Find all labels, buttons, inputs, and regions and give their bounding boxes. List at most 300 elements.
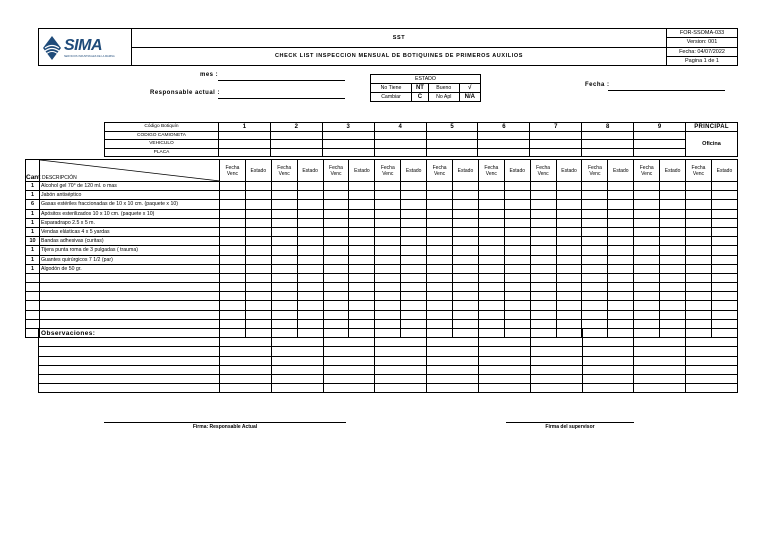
observaciones-cell[interactable]	[375, 329, 427, 338]
item-check-cell[interactable]	[245, 264, 271, 273]
codes-cell[interactable]	[634, 131, 686, 140]
item-check-cell[interactable]	[608, 283, 634, 292]
item-check-cell[interactable]	[608, 218, 634, 227]
item-check-cell[interactable]	[220, 191, 246, 200]
item-check-cell[interactable]	[660, 182, 686, 191]
item-check-cell[interactable]	[427, 246, 453, 255]
item-check-cell[interactable]	[453, 264, 479, 273]
item-check-cell[interactable]	[686, 191, 712, 200]
item-check-cell[interactable]	[427, 209, 453, 218]
observaciones-cell[interactable]	[323, 329, 375, 338]
item-check-cell[interactable]	[220, 246, 246, 255]
observaciones-cell[interactable]	[634, 329, 686, 338]
observaciones-cell[interactable]	[582, 365, 634, 374]
observaciones-cell[interactable]	[427, 356, 479, 365]
item-check-cell[interactable]	[220, 209, 246, 218]
item-check-cell[interactable]	[427, 292, 453, 301]
item-check-cell[interactable]	[453, 182, 479, 191]
observaciones-cell[interactable]	[686, 384, 738, 393]
item-check-cell[interactable]	[453, 237, 479, 246]
item-check-cell[interactable]	[504, 218, 530, 227]
observaciones-cell[interactable]	[478, 374, 530, 383]
item-check-cell[interactable]	[582, 227, 608, 236]
observaciones-cell[interactable]	[478, 365, 530, 374]
observaciones-cell[interactable]	[271, 384, 323, 393]
item-check-cell[interactable]	[271, 237, 297, 246]
codes-cell[interactable]	[270, 131, 322, 140]
item-check-cell[interactable]	[478, 182, 504, 191]
observaciones-cell[interactable]	[582, 329, 634, 338]
observaciones-cell[interactable]	[220, 329, 272, 338]
item-check-cell[interactable]	[608, 264, 634, 273]
observaciones-cell[interactable]	[634, 356, 686, 365]
item-check-cell[interactable]	[530, 264, 556, 273]
item-check-cell[interactable]	[245, 292, 271, 301]
item-check-cell[interactable]	[453, 209, 479, 218]
item-check-cell[interactable]	[530, 255, 556, 264]
item-check-cell[interactable]	[245, 273, 271, 282]
item-check-cell[interactable]	[375, 246, 401, 255]
signature-line-supervisor[interactable]	[506, 422, 634, 423]
item-check-cell[interactable]	[297, 246, 323, 255]
item-check-cell[interactable]	[478, 292, 504, 301]
item-check-cell[interactable]	[556, 283, 582, 292]
observaciones-cell[interactable]	[323, 365, 375, 374]
item-check-cell[interactable]	[711, 301, 737, 310]
item-check-cell[interactable]	[530, 200, 556, 209]
item-check-cell[interactable]	[271, 255, 297, 264]
item-check-cell[interactable]	[349, 310, 375, 319]
item-check-cell[interactable]	[634, 237, 660, 246]
item-check-cell[interactable]	[271, 191, 297, 200]
item-check-cell[interactable]	[401, 292, 427, 301]
codes-cell[interactable]	[374, 148, 426, 157]
item-check-cell[interactable]	[660, 237, 686, 246]
item-check-cell[interactable]	[427, 182, 453, 191]
item-check-cell[interactable]	[634, 200, 660, 209]
item-check-cell[interactable]	[556, 191, 582, 200]
item-check-cell[interactable]	[323, 292, 349, 301]
item-check-cell[interactable]	[711, 292, 737, 301]
item-check-cell[interactable]	[582, 237, 608, 246]
item-check-cell[interactable]	[582, 191, 608, 200]
item-check-cell[interactable]	[427, 264, 453, 273]
codes-cell[interactable]	[426, 140, 478, 149]
item-check-cell[interactable]	[634, 218, 660, 227]
item-check-cell[interactable]	[556, 301, 582, 310]
item-check-cell[interactable]	[660, 246, 686, 255]
observaciones-cell[interactable]	[530, 384, 582, 393]
item-check-cell[interactable]	[478, 273, 504, 282]
item-check-cell[interactable]	[504, 301, 530, 310]
item-check-cell[interactable]	[375, 283, 401, 292]
item-check-cell[interactable]	[453, 218, 479, 227]
item-check-cell[interactable]	[711, 191, 737, 200]
item-check-cell[interactable]	[26, 283, 40, 292]
item-check-cell[interactable]	[608, 246, 634, 255]
item-check-cell[interactable]	[40, 310, 220, 319]
item-check-cell[interactable]	[323, 273, 349, 282]
item-check-cell[interactable]	[271, 283, 297, 292]
item-check-cell[interactable]	[427, 310, 453, 319]
item-check-cell[interactable]	[271, 301, 297, 310]
observaciones-cell[interactable]	[478, 347, 530, 356]
item-check-cell[interactable]	[453, 301, 479, 310]
item-check-cell[interactable]	[711, 310, 737, 319]
item-check-cell[interactable]	[349, 283, 375, 292]
item-check-cell[interactable]	[530, 273, 556, 282]
item-check-cell[interactable]	[220, 301, 246, 310]
item-check-cell[interactable]	[375, 301, 401, 310]
item-check-cell[interactable]	[556, 292, 582, 301]
item-check-cell[interactable]	[40, 273, 220, 282]
item-check-cell[interactable]	[220, 218, 246, 227]
observaciones-cell[interactable]	[427, 365, 479, 374]
item-check-cell[interactable]	[686, 283, 712, 292]
item-check-cell[interactable]	[375, 218, 401, 227]
observaciones-cell[interactable]	[220, 356, 272, 365]
item-check-cell[interactable]	[686, 182, 712, 191]
item-check-cell[interactable]	[478, 209, 504, 218]
observaciones-cell[interactable]	[530, 356, 582, 365]
item-check-cell[interactable]	[271, 292, 297, 301]
item-check-cell[interactable]	[504, 255, 530, 264]
observaciones-cell[interactable]	[686, 338, 738, 347]
item-check-cell[interactable]	[686, 218, 712, 227]
item-check-cell[interactable]	[271, 200, 297, 209]
codes-cell[interactable]	[582, 140, 634, 149]
item-check-cell[interactable]	[686, 255, 712, 264]
item-check-cell[interactable]	[401, 255, 427, 264]
item-check-cell[interactable]	[453, 292, 479, 301]
item-check-cell[interactable]	[401, 310, 427, 319]
item-check-cell[interactable]	[245, 209, 271, 218]
item-check-cell[interactable]	[478, 310, 504, 319]
item-check-cell[interactable]	[349, 292, 375, 301]
item-check-cell[interactable]	[220, 283, 246, 292]
observaciones-cell[interactable]	[375, 374, 427, 383]
codes-cell[interactable]	[219, 148, 271, 157]
observaciones-cell[interactable]	[427, 338, 479, 347]
item-check-cell[interactable]	[245, 191, 271, 200]
item-check-cell[interactable]	[530, 191, 556, 200]
observaciones-cell[interactable]	[427, 374, 479, 383]
item-check-cell[interactable]	[711, 182, 737, 191]
codes-cell[interactable]	[582, 148, 634, 157]
item-check-cell[interactable]	[349, 237, 375, 246]
item-check-cell[interactable]	[556, 310, 582, 319]
item-check-cell[interactable]	[530, 246, 556, 255]
item-check-cell[interactable]	[427, 273, 453, 282]
item-check-cell[interactable]	[297, 301, 323, 310]
observaciones-cell[interactable]	[39, 347, 220, 356]
observaciones-cell[interactable]	[323, 347, 375, 356]
item-check-cell[interactable]	[349, 209, 375, 218]
observaciones-cell[interactable]	[323, 338, 375, 347]
item-check-cell[interactable]	[608, 209, 634, 218]
item-check-cell[interactable]	[634, 191, 660, 200]
item-check-cell[interactable]	[686, 301, 712, 310]
item-check-cell[interactable]	[504, 209, 530, 218]
item-check-cell[interactable]	[478, 301, 504, 310]
item-check-cell[interactable]	[686, 200, 712, 209]
item-check-cell[interactable]	[660, 310, 686, 319]
item-check-cell[interactable]	[401, 200, 427, 209]
item-check-cell[interactable]	[608, 182, 634, 191]
item-check-cell[interactable]	[686, 292, 712, 301]
item-check-cell[interactable]	[660, 227, 686, 236]
item-check-cell[interactable]	[478, 264, 504, 273]
item-check-cell[interactable]	[582, 209, 608, 218]
item-check-cell[interactable]	[608, 310, 634, 319]
observaciones-cell[interactable]	[478, 338, 530, 347]
item-check-cell[interactable]	[245, 182, 271, 191]
item-check-cell[interactable]	[323, 200, 349, 209]
item-check-cell[interactable]	[478, 283, 504, 292]
item-check-cell[interactable]	[427, 200, 453, 209]
observaciones-cell[interactable]	[39, 384, 220, 393]
codes-cell[interactable]	[634, 148, 686, 157]
item-check-cell[interactable]	[504, 182, 530, 191]
item-check-cell[interactable]	[556, 264, 582, 273]
item-check-cell[interactable]	[220, 200, 246, 209]
item-check-cell[interactable]	[711, 218, 737, 227]
item-check-cell[interactable]	[582, 292, 608, 301]
codes-cell[interactable]	[478, 140, 530, 149]
item-check-cell[interactable]	[26, 310, 40, 319]
item-check-cell[interactable]	[504, 264, 530, 273]
codes-cell[interactable]	[478, 148, 530, 157]
item-check-cell[interactable]	[660, 255, 686, 264]
item-check-cell[interactable]	[297, 264, 323, 273]
item-check-cell[interactable]	[220, 255, 246, 264]
item-check-cell[interactable]	[608, 237, 634, 246]
item-check-cell[interactable]	[453, 255, 479, 264]
item-check-cell[interactable]	[582, 218, 608, 227]
item-check-cell[interactable]	[634, 301, 660, 310]
item-check-cell[interactable]	[530, 310, 556, 319]
item-check-cell[interactable]	[556, 209, 582, 218]
observaciones-cell[interactable]	[686, 356, 738, 365]
item-check-cell[interactable]	[478, 227, 504, 236]
item-check-cell[interactable]	[634, 283, 660, 292]
observaciones-cell[interactable]	[220, 338, 272, 347]
observaciones-cell[interactable]	[686, 374, 738, 383]
item-check-cell[interactable]	[530, 182, 556, 191]
item-check-cell[interactable]	[245, 237, 271, 246]
item-check-cell[interactable]	[504, 292, 530, 301]
item-check-cell[interactable]	[453, 283, 479, 292]
item-check-cell[interactable]	[530, 283, 556, 292]
codes-cell[interactable]	[270, 140, 322, 149]
codes-cell[interactable]	[219, 131, 271, 140]
observaciones-cell[interactable]	[686, 347, 738, 356]
item-check-cell[interactable]	[556, 273, 582, 282]
observaciones-cell[interactable]	[271, 329, 323, 338]
item-check-cell[interactable]	[40, 301, 220, 310]
item-check-cell[interactable]	[271, 264, 297, 273]
item-check-cell[interactable]	[220, 310, 246, 319]
observaciones-cell[interactable]	[582, 356, 634, 365]
item-check-cell[interactable]	[220, 273, 246, 282]
codes-cell[interactable]	[219, 140, 271, 149]
item-check-cell[interactable]	[711, 246, 737, 255]
observaciones-cell[interactable]	[530, 347, 582, 356]
item-check-cell[interactable]	[401, 283, 427, 292]
observaciones-cell[interactable]	[427, 329, 479, 338]
item-check-cell[interactable]	[711, 237, 737, 246]
observaciones-cell[interactable]	[39, 338, 220, 347]
mes-field[interactable]	[218, 73, 345, 81]
observaciones-cell[interactable]	[686, 365, 738, 374]
item-check-cell[interactable]	[40, 283, 220, 292]
item-check-cell[interactable]	[556, 227, 582, 236]
codes-cell[interactable]	[530, 140, 582, 149]
item-check-cell[interactable]	[375, 292, 401, 301]
item-check-cell[interactable]	[634, 209, 660, 218]
item-check-cell[interactable]	[401, 227, 427, 236]
item-check-cell[interactable]	[686, 264, 712, 273]
item-check-cell[interactable]	[271, 310, 297, 319]
observaciones-cell[interactable]	[39, 374, 220, 383]
item-check-cell[interactable]	[401, 209, 427, 218]
item-check-cell[interactable]	[582, 246, 608, 255]
item-check-cell[interactable]	[582, 310, 608, 319]
item-check-cell[interactable]	[711, 209, 737, 218]
item-check-cell[interactable]	[349, 218, 375, 227]
item-check-cell[interactable]	[504, 237, 530, 246]
item-check-cell[interactable]	[504, 310, 530, 319]
item-check-cell[interactable]	[401, 273, 427, 282]
item-check-cell[interactable]	[297, 292, 323, 301]
observaciones-cell[interactable]	[478, 329, 530, 338]
codes-cell[interactable]	[426, 131, 478, 140]
item-check-cell[interactable]	[582, 273, 608, 282]
observaciones-cell[interactable]	[271, 374, 323, 383]
observaciones-cell[interactable]	[271, 347, 323, 356]
item-check-cell[interactable]	[375, 227, 401, 236]
observaciones-cell[interactable]	[323, 356, 375, 365]
item-check-cell[interactable]	[323, 191, 349, 200]
codes-cell[interactable]	[634, 140, 686, 149]
item-check-cell[interactable]	[530, 209, 556, 218]
item-check-cell[interactable]	[245, 218, 271, 227]
codes-cell[interactable]	[322, 131, 374, 140]
observaciones-cell[interactable]	[634, 338, 686, 347]
item-check-cell[interactable]	[634, 182, 660, 191]
observaciones-cell[interactable]	[323, 384, 375, 393]
item-check-cell[interactable]	[323, 182, 349, 191]
codes-cell[interactable]	[270, 148, 322, 157]
item-check-cell[interactable]	[634, 246, 660, 255]
item-check-cell[interactable]	[556, 200, 582, 209]
observaciones-cell[interactable]	[530, 329, 582, 338]
item-check-cell[interactable]	[297, 273, 323, 282]
item-check-cell[interactable]	[297, 255, 323, 264]
item-check-cell[interactable]	[660, 264, 686, 273]
codes-cell[interactable]	[374, 131, 426, 140]
item-check-cell[interactable]	[401, 182, 427, 191]
observaciones-cell[interactable]	[375, 384, 427, 393]
item-check-cell[interactable]	[26, 273, 40, 282]
item-check-cell[interactable]	[401, 301, 427, 310]
item-check-cell[interactable]	[323, 227, 349, 236]
item-check-cell[interactable]	[478, 200, 504, 209]
item-check-cell[interactable]	[582, 255, 608, 264]
item-check-cell[interactable]	[427, 191, 453, 200]
item-check-cell[interactable]	[634, 264, 660, 273]
item-check-cell[interactable]	[478, 237, 504, 246]
observaciones-cell[interactable]	[634, 365, 686, 374]
item-check-cell[interactable]	[349, 301, 375, 310]
item-check-cell[interactable]	[686, 209, 712, 218]
item-check-cell[interactable]	[323, 255, 349, 264]
item-check-cell[interactable]	[634, 273, 660, 282]
item-check-cell[interactable]	[504, 283, 530, 292]
item-check-cell[interactable]	[375, 191, 401, 200]
item-check-cell[interactable]	[504, 191, 530, 200]
signature-line-responsable[interactable]	[104, 422, 346, 423]
item-check-cell[interactable]	[608, 200, 634, 209]
item-check-cell[interactable]	[453, 200, 479, 209]
item-check-cell[interactable]	[660, 191, 686, 200]
observaciones-cell[interactable]	[39, 356, 220, 365]
codes-cell[interactable]	[322, 140, 374, 149]
item-check-cell[interactable]	[608, 301, 634, 310]
item-check-cell[interactable]	[582, 182, 608, 191]
item-check-cell[interactable]	[711, 200, 737, 209]
item-check-cell[interactable]	[297, 182, 323, 191]
codes-cell[interactable]	[374, 140, 426, 149]
item-check-cell[interactable]	[349, 200, 375, 209]
item-check-cell[interactable]	[40, 292, 220, 301]
item-check-cell[interactable]	[323, 264, 349, 273]
item-check-cell[interactable]	[220, 182, 246, 191]
item-check-cell[interactable]	[608, 227, 634, 236]
item-check-cell[interactable]	[323, 218, 349, 227]
item-check-cell[interactable]	[375, 237, 401, 246]
item-check-cell[interactable]	[427, 237, 453, 246]
item-check-cell[interactable]	[504, 227, 530, 236]
observaciones-cell[interactable]	[530, 365, 582, 374]
item-check-cell[interactable]	[634, 255, 660, 264]
item-check-cell[interactable]	[556, 218, 582, 227]
item-check-cell[interactable]	[271, 273, 297, 282]
codes-cell[interactable]	[530, 148, 582, 157]
item-check-cell[interactable]	[686, 310, 712, 319]
item-check-cell[interactable]	[686, 273, 712, 282]
observaciones-cell[interactable]	[375, 338, 427, 347]
observaciones-cell[interactable]	[582, 347, 634, 356]
item-check-cell[interactable]	[401, 264, 427, 273]
item-check-cell[interactable]	[323, 209, 349, 218]
item-check-cell[interactable]	[349, 182, 375, 191]
item-check-cell[interactable]	[686, 246, 712, 255]
codes-cell[interactable]	[478, 131, 530, 140]
codes-cell[interactable]	[322, 148, 374, 157]
item-check-cell[interactable]	[297, 227, 323, 236]
observaciones-cell[interactable]	[582, 338, 634, 347]
observaciones-cell[interactable]	[686, 329, 738, 338]
observaciones-cell[interactable]	[375, 347, 427, 356]
item-check-cell[interactable]	[427, 227, 453, 236]
item-check-cell[interactable]	[453, 273, 479, 282]
item-check-cell[interactable]	[504, 273, 530, 282]
item-check-cell[interactable]	[427, 255, 453, 264]
item-check-cell[interactable]	[427, 301, 453, 310]
item-check-cell[interactable]	[711, 227, 737, 236]
observaciones-cell[interactable]	[582, 384, 634, 393]
